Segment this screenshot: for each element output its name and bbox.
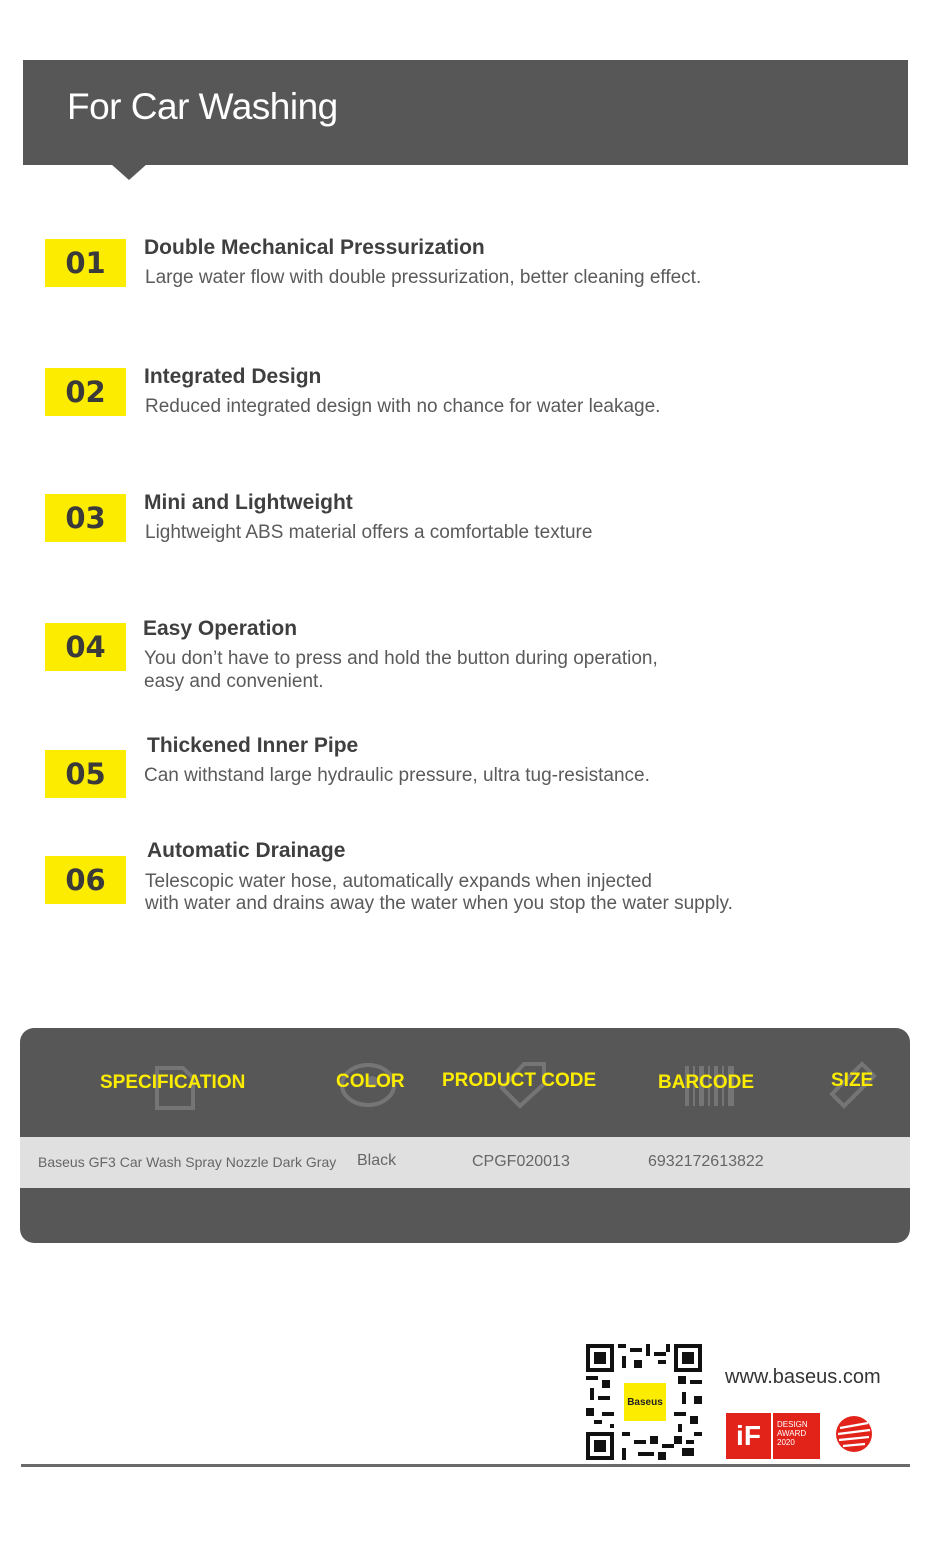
feature-number-badge: 03: [45, 494, 126, 542]
if-design-award-logo: [726, 1413, 820, 1459]
spec-table: [20, 1028, 910, 1243]
feature-title: Mini and Lightweight: [144, 491, 353, 514]
feature-title: Integrated Design: [144, 365, 322, 388]
feature-desc-line: Reduced integrated design with no chance for water leakage.: [145, 396, 661, 417]
table-row: [20, 1137, 910, 1188]
feature-desc-line: Can withstand large hydraulic pressure, ultra tug-resistance.: [144, 765, 650, 786]
if-award-text: [773, 1413, 820, 1459]
cell-barcode: 6932172613822: [648, 1153, 764, 1170]
feature-title: Thickened Inner Pipe: [147, 734, 359, 757]
section-header: [23, 60, 908, 165]
feature-title: Automatic Drainage: [147, 839, 346, 862]
if-mark: iF: [726, 1413, 771, 1459]
cell-product-code: CPGF020013: [472, 1153, 570, 1170]
if-award-line: AWARD: [777, 1429, 807, 1438]
feature-desc-line: Telescopic water hose, automatically expands when injected: [145, 871, 652, 892]
header-color: COLOR: [336, 1071, 405, 1092]
feature-title: Double Mechanical Pressurization: [144, 236, 485, 259]
feature-desc-line: easy and convenient.: [144, 671, 324, 692]
cell-color: Black: [357, 1152, 397, 1169]
feature-desc-line: with water and drains away the water when you stop the water supply.: [145, 893, 733, 914]
header-specification: SPECIFICATION: [100, 1072, 246, 1093]
header-barcode: BARCODE: [658, 1072, 755, 1093]
feature-desc-line: Large water flow with double pressurization, better cleaning effect.: [145, 267, 702, 288]
feature-desc-line: Lightweight ABS material offers a comfortable texture: [145, 522, 593, 543]
if-award-line: 2020: [777, 1438, 795, 1447]
if-award-line: DESIGN: [777, 1420, 808, 1429]
header-product-code: PRODUCT CODE: [442, 1070, 597, 1091]
feature-number-badge: 02: [45, 368, 126, 416]
feature-number-badge: 04: [45, 623, 126, 671]
header-pointer: [111, 164, 147, 180]
feature-desc-line: You don’t have to press and hold the button during operation,: [144, 648, 658, 669]
feature-number-badge: 06: [45, 856, 126, 904]
cell-specification: Baseus GF3 Car Wash Spray Nozzle Dark Gray: [38, 1154, 337, 1170]
header-size: SIZE: [831, 1070, 874, 1091]
feature-title: Easy Operation: [143, 617, 298, 640]
qr-brand-logo: Baseus: [624, 1383, 666, 1421]
website-link[interactable]: www.baseus.com: [725, 1366, 881, 1388]
footer-divider: [21, 1464, 910, 1467]
feature-number-badge: 01: [45, 239, 126, 287]
red-dot-award-icon: [834, 1414, 874, 1454]
feature-number-badge: 05: [45, 750, 126, 798]
section-title: For Car Washing: [67, 86, 338, 127]
